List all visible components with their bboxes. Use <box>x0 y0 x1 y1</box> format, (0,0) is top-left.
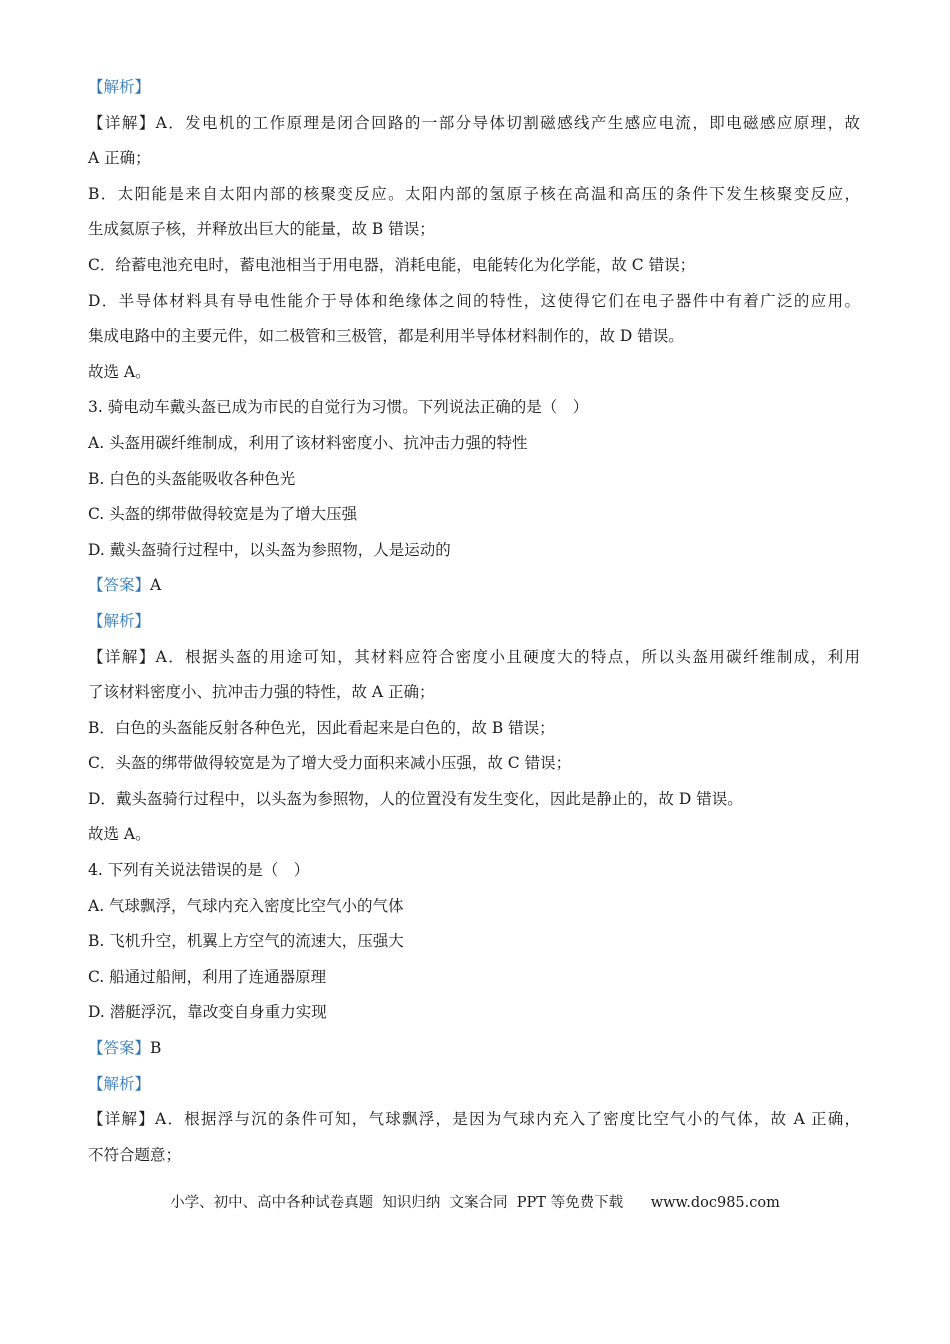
q3-option-a: A. 头盔用碳纤维制成，利用了该材料密度小、抗冲击力强的特性 <box>88 433 528 452</box>
q4-analysis-heading <box>88 1071 860 1107</box>
q3-choose: 故选 A。 <box>88 825 151 844</box>
q3-detail-d: D．戴头盔骑行过程中，以头盔为参照物，人的位置没有发生变化，因此是静止的，故 D 错误。 <box>88 789 743 808</box>
q2-detail-b-line2: 生成氦原子核，并释放出巨大的能量，故 B 错误； <box>88 220 435 239</box>
q2-detail-d-line1: D．半导体材料具有导电性能介于导体和绝缘体之间的特性，这使得它们在电子器件中有着广泛的应用。 <box>88 291 860 310</box>
detail-text: A．根据浮与沉的条件可知，气球飘浮，是因为气球内充入了密度比空气小的气体，故 A 正确， <box>155 1110 860 1129</box>
q2-analysis-heading <box>88 74 860 110</box>
q3-detail-b: B．白色的头盔能反射各种色光，因此看起来是白色的，故 B 错误； <box>88 718 555 737</box>
q3-option-d: D. 戴头盔骑行过程中，以头盔为参照物，人是运动的 <box>88 540 451 559</box>
q4-option-d: D. 潜艇浮沉，靠改变自身重力实现 <box>88 1003 327 1022</box>
q4-option-a: A. 气球飘浮，气球内充入密度比空气小的气体 <box>88 896 404 915</box>
q2-detail-d-line2: 集成电路中的主要元件，如二极管和三极管，都是利用半导体材料制作的，故 D 错误。 <box>88 327 684 346</box>
q4-detail-a-line2: 不符合题意； <box>88 1145 182 1164</box>
detail-tag: 【详解】 <box>88 1110 156 1129</box>
answer-tag: 【答案】 <box>88 576 151 595</box>
page-footer: 小学、初中、高中各种试卷真题 知识归纳 文案合同 PPT 等免费下载 www.doc985.com <box>170 1195 780 1211</box>
q3-analysis-heading <box>88 608 860 644</box>
q3-option-b: B. 白色的头盔能吸收各种色光 <box>88 469 296 488</box>
q2-choose: 故选 A。 <box>88 362 151 381</box>
q2-detail-b-line1: B．太阳能是来自太阳内部的核聚变反应。太阳内部的氢原子核在高温和高压的条件下发生核聚变反应， <box>88 184 860 203</box>
q2-detail-a-line1 <box>88 110 860 146</box>
answer-value: B <box>150 1039 162 1058</box>
analysis-tag: 【解析】 <box>88 611 151 630</box>
q2-detail-c: C．给蓄电池充电时，蓄电池相当于用电器，消耗电能，电能转化为化学能，故 C 错误； <box>88 255 696 274</box>
q4-option-b: B. 飞机升空，机翼上方空气的流速大，压强大 <box>88 932 404 951</box>
document-body <box>88 74 860 1177</box>
q4-detail-a-line1 <box>88 1106 860 1142</box>
q3-answer <box>88 572 860 608</box>
detail-tag: 【详解】 <box>88 647 156 666</box>
answer-tag: 【答案】 <box>88 1039 151 1058</box>
analysis-tag: 【解析】 <box>88 78 151 96</box>
detail-text: A．根据头盔的用途可知，其材料应符合密度小且硬度大的特点，所以头盔用碳纤维制成，利用 <box>155 647 860 666</box>
q4-stem: 4. 下列有关说法错误的是（ ） <box>88 861 310 880</box>
q3-stem: 3. 骑电动车戴头盔已成为市民的自觉行为习惯。下列说法正确的是（ ） <box>88 398 589 417</box>
q3-detail-a-line1 <box>88 644 860 680</box>
q3-detail-c: C．头盔的绑带做得较宽是为了增大受力面积来减小压强，故 C 错误； <box>88 754 572 773</box>
q4-option-c: C. 船通过船闸，利用了连通器原理 <box>88 967 327 986</box>
answer-value: A <box>150 576 162 595</box>
analysis-tag: 【解析】 <box>88 1074 151 1093</box>
q2-detail-a-line2: A 正确； <box>88 149 151 168</box>
detail-tag: 【详解】 <box>88 113 156 132</box>
q4-answer <box>88 1035 860 1071</box>
detail-text: A．发电机的工作原理是闭合回路的一部分导体切割磁感线产生感应电流，即电磁感应原理，故 <box>155 113 860 132</box>
q3-detail-a-line2: 了该材料密度小、抗冲击力强的特性，故 A 正确； <box>88 683 435 702</box>
q3-option-c: C. 头盔的绑带做得较宽是为了增大压强 <box>88 505 358 524</box>
